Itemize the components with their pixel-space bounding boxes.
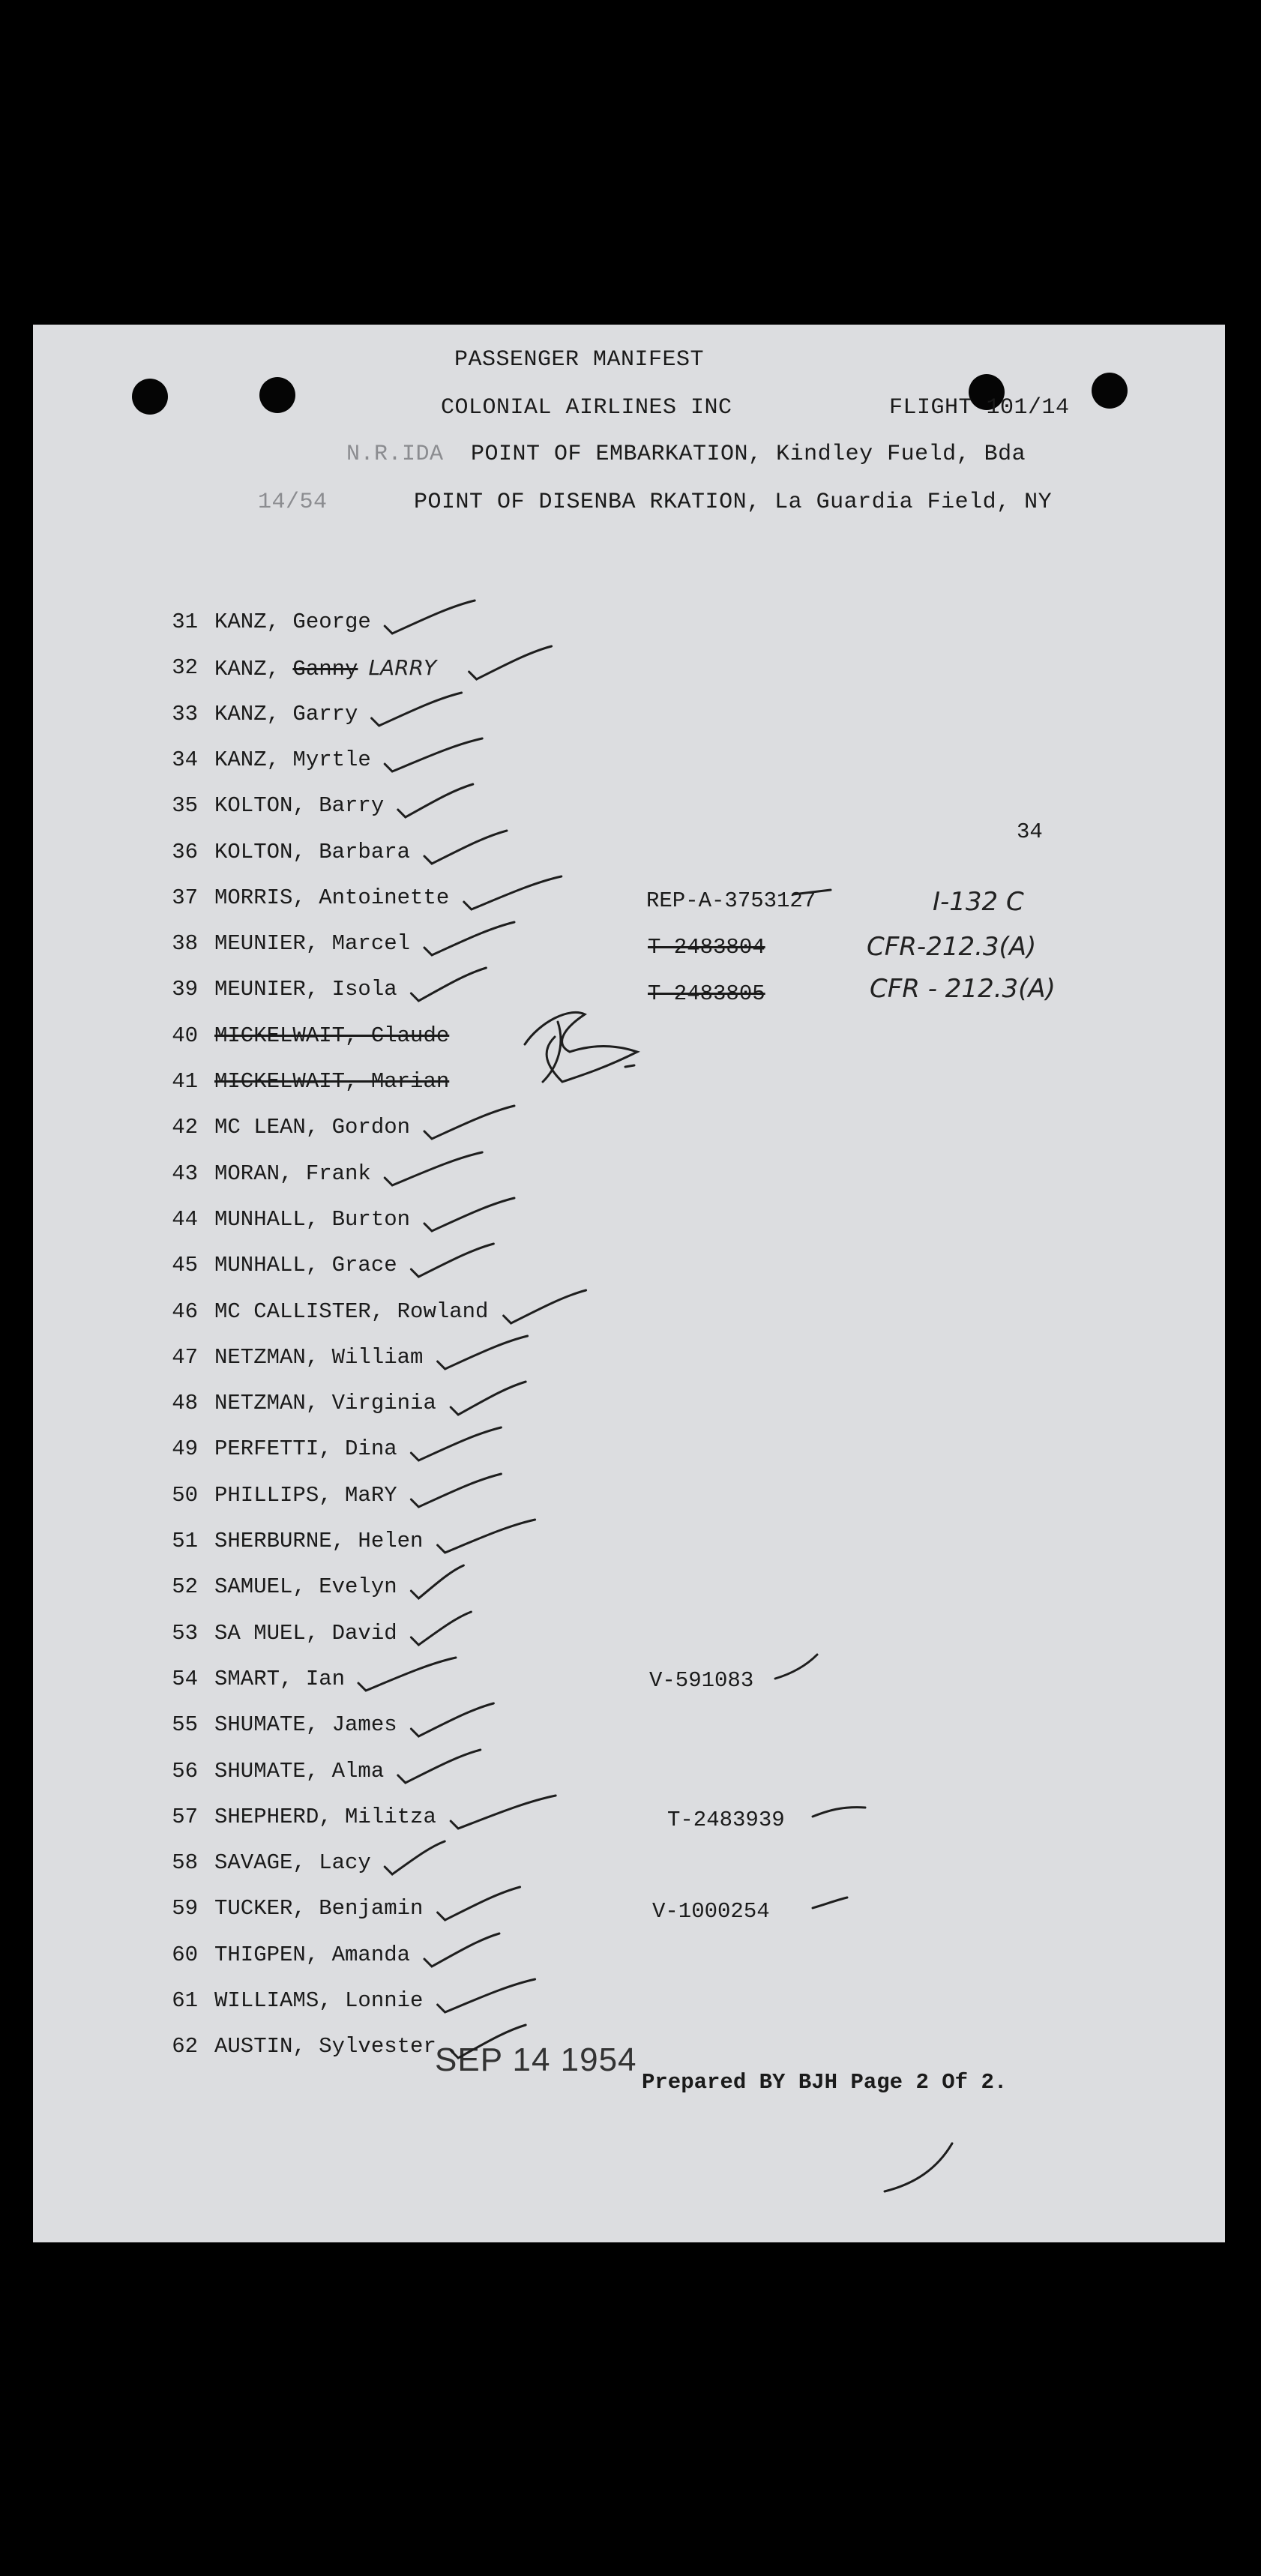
passenger-number: 44 [172, 1207, 198, 1232]
document-number: T-2483805 [648, 981, 765, 1006]
passenger-number: 40 [172, 1023, 198, 1048]
check-mark [411, 968, 486, 1001]
handwritten-note: CFR - 212.3(A) [870, 974, 1056, 1004]
check-mark [385, 601, 475, 634]
passenger-number: 33 [172, 702, 198, 726]
check-mark [411, 1427, 501, 1460]
passenger-name: SHEPHERD, Militza [214, 1805, 436, 1829]
check-mark [451, 1796, 556, 1829]
passenger-number: 36 [172, 840, 198, 864]
check-mark [424, 831, 507, 864]
check-mark [424, 922, 514, 955]
passenger-number: 38 [172, 931, 198, 956]
check-mark [469, 646, 552, 679]
passenger-name: MUNHALL, Grace [214, 1253, 397, 1278]
passenger-name: PHILLIPS, MaRY [214, 1483, 397, 1508]
passenger-name: MC CALLISTER, Rowland [214, 1299, 489, 1324]
handwritten-note: I-132 C [933, 887, 1024, 917]
check-mark [411, 1565, 463, 1598]
passenger-name: NETZMAN, Virginia [214, 1391, 436, 1415]
date-stamp: SEP 14 1954 [435, 2041, 637, 2078]
faint-header-text: N.R.IDA [346, 442, 444, 467]
passenger-number: 43 [172, 1161, 198, 1186]
passenger-name: KANZ, Myrtle [214, 747, 371, 772]
passenger-number: 57 [172, 1805, 198, 1829]
passenger-number: 50 [172, 1483, 198, 1508]
passenger-name: THIGPEN, Amanda [214, 1942, 411, 1967]
document-number: T-2483804 [648, 935, 765, 960]
flight-number: FLIGHT 101/14 [889, 395, 1070, 421]
passenger-number: 46 [172, 1299, 198, 1324]
check-mark [438, 1520, 535, 1553]
passenger-name: KANZ, Ganny LARRY [214, 655, 437, 681]
handwritten-checkmarks [33, 325, 1225, 2242]
document-number: T-2483939 [667, 1808, 785, 1832]
passenger-number: 39 [172, 977, 198, 1002]
embarkation-point: POINT OF EMBARKATION, Kindley Fueld, Bda [471, 442, 1026, 467]
check-mark [424, 1933, 499, 1966]
handwritten-note: CFR-212.3(A) [867, 932, 1037, 962]
signature-scribble [525, 1012, 637, 1082]
check-mark [438, 1887, 520, 1920]
passenger-number: 61 [172, 1988, 198, 2013]
check-mark [385, 1152, 482, 1185]
passenger-name: MC LEAN, Gordon [214, 1115, 411, 1140]
passenger-name: SHUMATE, James [214, 1712, 397, 1737]
passenger-name: SAMUEL, Evelyn [214, 1574, 397, 1599]
passenger-number: 53 [172, 1621, 198, 1646]
passenger-name: MUNHALL, Burton [214, 1207, 411, 1232]
passenger-number: 34 [172, 747, 198, 772]
check-mark [372, 693, 462, 726]
passenger-name: SAVAGE, Lacy [214, 1850, 371, 1875]
check-mark [398, 1750, 481, 1783]
passenger-name: AUSTIN, Sylvester [214, 2034, 436, 2059]
struck-first-name: Ganny [292, 657, 358, 681]
passenger-name: SMART, Ian [214, 1667, 346, 1691]
check-mark [385, 1841, 445, 1874]
prepared-by-footer: Prepared BY BJH Page 2 Of 2. [642, 2070, 1008, 2095]
passenger-name: MEUNIER, Isola [214, 977, 397, 1002]
check-mark [411, 1474, 501, 1507]
passenger-number: 59 [172, 1896, 198, 1921]
passenger-name: SHUMATE, Alma [214, 1759, 385, 1784]
check-mark [464, 876, 562, 909]
passenger-number: 51 [172, 1529, 198, 1553]
check-mark [775, 1655, 817, 1679]
passenger-number: 47 [172, 1345, 198, 1370]
document-number: V-1000254 [652, 1899, 770, 1924]
handwritten-correction: LARRY [368, 655, 437, 680]
passenger-name: KOLTON, Barbara [214, 840, 411, 864]
check-mark [424, 1106, 514, 1139]
document-number: V-591083 [649, 1668, 754, 1693]
passenger-number: 62 [172, 2034, 198, 2059]
check-mark [385, 738, 482, 771]
passenger-name: MICKELWAIT, Marian [214, 1069, 450, 1094]
check-mark [813, 1808, 865, 1817]
passenger-number: 31 [172, 610, 198, 634]
passenger-name: KANZ, Garry [214, 702, 358, 726]
check-mark [424, 1198, 514, 1231]
airline-name: COLONIAL AIRLINES INC [441, 395, 732, 421]
check-mark [438, 1336, 528, 1369]
check-mark [411, 1244, 493, 1277]
passenger-number: 42 [172, 1115, 198, 1140]
passenger-number: 35 [172, 793, 198, 818]
corner-stroke [885, 2143, 952, 2191]
passenger-name: TUCKER, Benjamin [214, 1896, 424, 1921]
passenger-name: SA MUEL, David [214, 1621, 397, 1646]
passenger-name: NETZMAN, William [214, 1345, 424, 1370]
passenger-name: MORAN, Frank [214, 1161, 371, 1186]
check-mark [813, 1898, 847, 1908]
passenger-name: MICKELWAIT, Claude [214, 1023, 450, 1048]
passenger-number: 56 [172, 1759, 198, 1784]
passenger-name: KOLTON, Barry [214, 793, 385, 818]
check-mark [411, 1612, 471, 1645]
passenger-name: MEUNIER, Marcel [214, 931, 411, 956]
dash-mark [793, 890, 831, 894]
passenger-number: 55 [172, 1712, 198, 1737]
passenger-name: WILLIAMS, Lonnie [214, 1988, 424, 2013]
check-mark [504, 1290, 586, 1323]
passenger-number: 48 [172, 1391, 198, 1415]
faint-header-date: 14/54 [258, 490, 328, 515]
check-mark [358, 1658, 456, 1691]
passenger-number: 37 [172, 885, 198, 910]
passenger-number: 32 [172, 655, 198, 680]
disembarkation-point: POINT OF DISENBA RKATION, La Guardia Field, NY [414, 490, 1053, 515]
passenger-name: PERFETTI, Dina [214, 1436, 397, 1461]
manifest-page [33, 325, 1225, 2242]
passenger-number: 45 [172, 1253, 198, 1278]
passenger-name: KANZ, George [214, 610, 371, 634]
document-number: REP-A-3753127 [646, 888, 816, 913]
passenger-number: 54 [172, 1667, 198, 1691]
check-mark [451, 2025, 526, 2058]
passenger-number: 52 [172, 1574, 198, 1599]
passenger-number: 49 [172, 1436, 198, 1461]
passenger-number: 58 [172, 1850, 198, 1875]
passenger-name: SHERBURNE, Helen [214, 1529, 424, 1553]
page-corner-number: 34 [1017, 819, 1043, 844]
passenger-number: 41 [172, 1069, 198, 1094]
check-mark [411, 1703, 493, 1736]
passenger-name: MORRIS, Antoinette [214, 885, 450, 910]
check-mark [398, 784, 473, 817]
check-mark [451, 1382, 526, 1415]
check-mark [438, 1979, 535, 2012]
manifest-title: PASSENGER MANIFEST [454, 347, 705, 373]
passenger-number: 60 [172, 1942, 198, 1967]
